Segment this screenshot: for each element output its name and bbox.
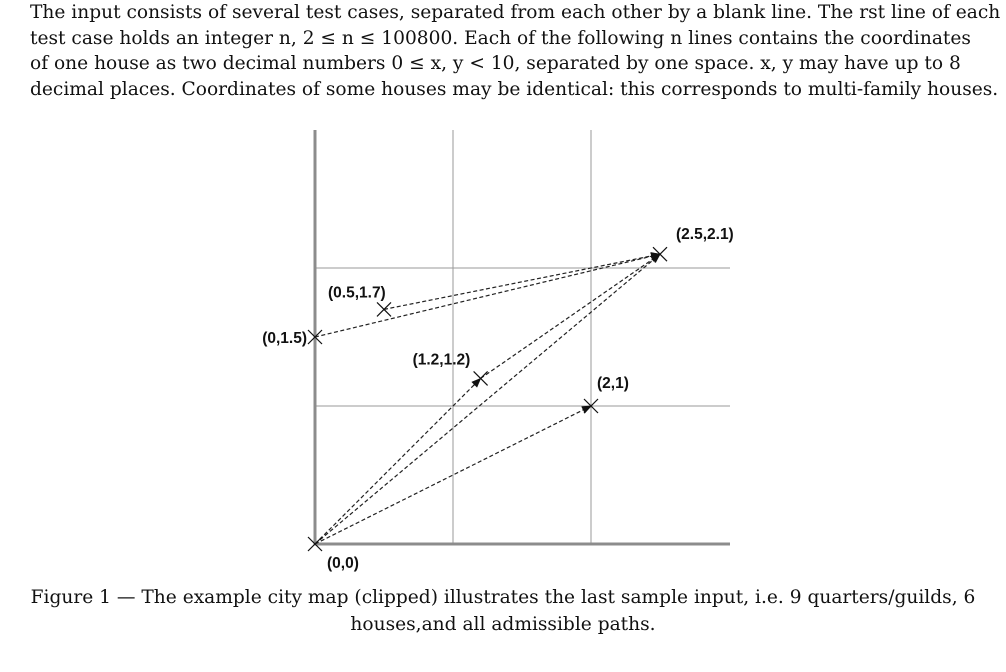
label-layer: [262, 226, 734, 572]
point-label: (0,1.5): [262, 330, 307, 347]
point-label: (2.5,2.1): [676, 226, 734, 244]
figure-caption: [30, 584, 976, 638]
path-arrow-6: [384, 254, 660, 309]
point-label: (0.5,1.7): [328, 284, 386, 302]
point-label: (2,1): [597, 375, 629, 392]
house-marker: [474, 371, 488, 385]
point-label: (0,0): [327, 555, 359, 572]
point-label: (1.2,1.2): [412, 351, 471, 369]
paragraph-line-3: of one house as two decimal numbers 0 ≤ x, y < 10, separated by one space. x, y may have up to 8: [30, 53, 961, 74]
caption-line-1: Figure 1 — The example city map (clipped) illustrates the last sample input, i.e. 9 quarters/guilds, 6: [30, 587, 976, 608]
paragraph-line-1: The input consists of several test cases, separated from each other by a blank line. The rst line of each: [30, 2, 1001, 23]
city-map-svg: [230, 122, 770, 582]
paragraph-line-2: test case holds an integer n, 2 ≤ n ≤ 100800. Each of the following n lines contains the coordinates: [30, 27, 971, 49]
problem-paragraph: [30, 0, 1001, 102]
path-arrow-2: [315, 378, 481, 544]
path-arrow-4: [481, 254, 660, 378]
paragraph-line-4: decimal places. Coordinates of some houses may be identical: this corresponds to multi-family houses.: [30, 78, 999, 100]
city-map-figure: [230, 122, 770, 582]
caption-line-2: houses,and all admissible paths.: [350, 614, 656, 635]
house-marker: [377, 302, 391, 316]
house-marker: [653, 247, 667, 261]
